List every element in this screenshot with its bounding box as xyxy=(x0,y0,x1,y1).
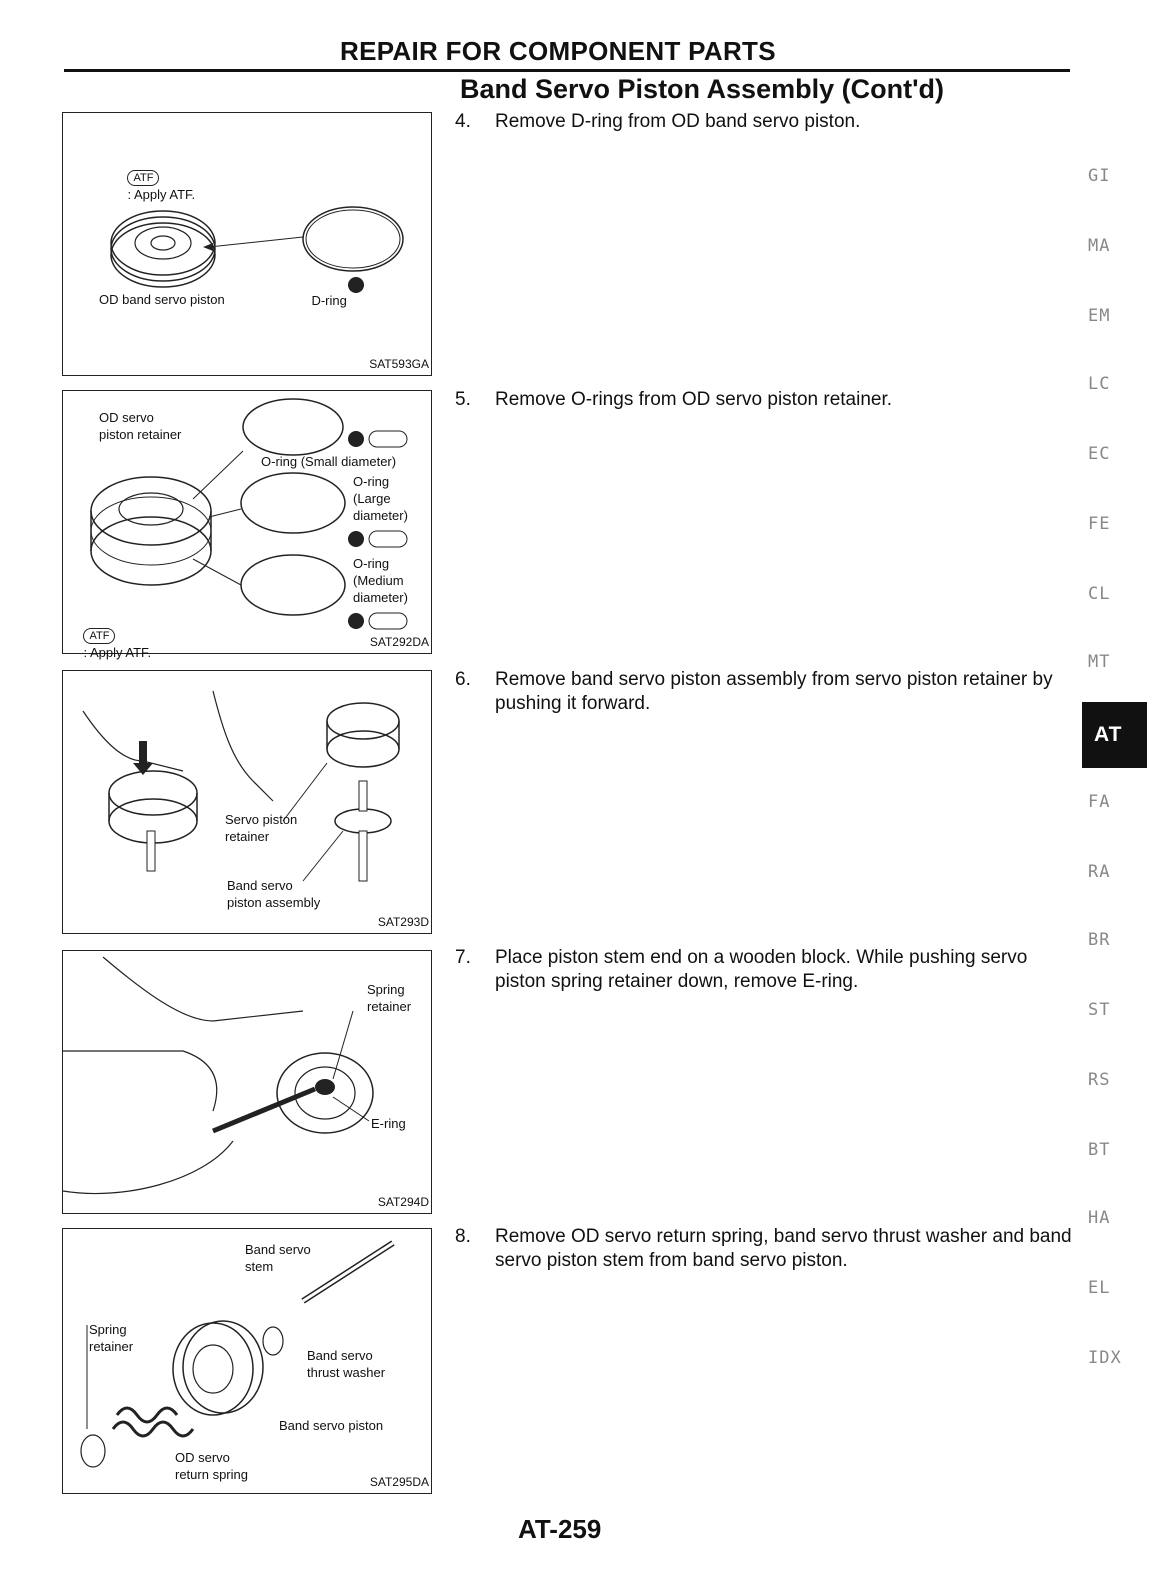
tab-lc[interactable]: LC xyxy=(1088,374,1111,394)
figure-o-rings xyxy=(62,390,432,660)
tab-ma[interactable]: MA xyxy=(1088,236,1111,256)
tab-em[interactable]: EM xyxy=(1088,306,1111,326)
step-text: Remove D-ring from OD band servo piston. xyxy=(495,111,861,132)
band-servo-piston-label: Band servo piston xyxy=(279,1418,384,1433)
figure-code: SAT292DA xyxy=(369,635,429,649)
atf-symbol: ATF xyxy=(127,170,159,186)
figure-d-ring xyxy=(62,112,432,376)
band-servo-stem-label: Band servo stem xyxy=(245,1242,311,1274)
figure-piston-removal xyxy=(62,670,432,934)
tab-fa[interactable]: FA xyxy=(1088,792,1111,812)
tab-ha[interactable]: HA xyxy=(1088,1208,1111,1228)
tab-ec[interactable]: EC xyxy=(1088,444,1111,464)
e-ring-label: E-ring xyxy=(371,1116,406,1131)
servo-piston-retainer-label: Servo piston retainer xyxy=(225,812,298,844)
o-ring-medium-label: O-ring (Medium diameter) xyxy=(353,556,408,605)
tab-idx[interactable]: IDX xyxy=(1088,1348,1122,1368)
thrust-washer-label: Band servo thrust washer xyxy=(307,1348,386,1380)
figure-code: SAT294D xyxy=(377,1195,429,1209)
tab-rs[interactable]: RS xyxy=(1088,1070,1111,1090)
tab-mt[interactable]: MT xyxy=(1088,652,1111,672)
tab-br[interactable]: BR xyxy=(1088,930,1111,950)
tab-bt[interactable]: BT xyxy=(1088,1140,1111,1160)
spring-retainer-label: Spring retainer xyxy=(89,1322,134,1354)
apply-atf-label: : Apply ATF. xyxy=(83,645,152,660)
od-servo-piston-retainer-label: OD servo piston retainer xyxy=(99,410,182,442)
step-text: Remove O-rings from OD servo piston retainer. xyxy=(495,389,893,410)
tab-el[interactable]: EL xyxy=(1088,1278,1111,1298)
o-ring-small-label: O-ring (Small diameter) xyxy=(261,454,397,469)
od-servo-return-spring-label: OD servo return spring xyxy=(175,1450,248,1482)
tab-at[interactable]: AT xyxy=(1082,702,1147,768)
step-number: 5. xyxy=(455,389,471,410)
step-number: 7. xyxy=(455,947,471,968)
section-title: Band Servo Piston Assembly (Cont'd) xyxy=(460,74,944,104)
tab-ra[interactable]: RA xyxy=(1088,862,1111,882)
step-number: 8. xyxy=(455,1226,471,1247)
step-text: Remove OD servo return spring, band servo thrust washer and band servo piston stem from band servo piston. xyxy=(495,1226,1072,1271)
od-band-servo-piston-label: OD band servo piston xyxy=(99,292,225,307)
step-text: Remove band servo piston assembly from servo piston retainer by pushing it forward. xyxy=(495,669,1053,714)
page-number: AT-259 xyxy=(518,1514,602,1544)
tab-cl[interactable]: CL xyxy=(1088,584,1111,604)
figure-code: SAT293D xyxy=(377,915,429,929)
o-ring-large-label: O-ring (Large diameter) xyxy=(353,474,408,523)
step-number: 6. xyxy=(455,669,471,690)
header-title: REPAIR FOR COMPONENT PARTS xyxy=(340,36,776,66)
figure-exploded-view xyxy=(62,1228,432,1494)
atf-symbol: ATF xyxy=(83,628,115,644)
apply-atf-label: : Apply ATF. xyxy=(127,187,196,202)
band-servo-piston-assembly-label: Band servo piston assembly xyxy=(227,878,321,910)
step-text: Place piston stem end on a wooden block. While pushing servo piston spring retainer down, remove E-ring. xyxy=(495,947,1028,992)
spring-retainer-label: Spring retainer xyxy=(367,982,412,1014)
step-number: 4. xyxy=(455,111,471,132)
tab-st[interactable]: ST xyxy=(1088,1000,1111,1020)
figure-code: SAT593GA xyxy=(369,357,429,371)
header-rule xyxy=(64,69,1070,72)
d-ring-label: D-ring xyxy=(311,293,347,308)
tab-gi[interactable]: GI xyxy=(1088,166,1111,186)
figure-code: SAT295DA xyxy=(369,1475,429,1489)
figure-e-ring xyxy=(62,950,432,1214)
tab-fe[interactable]: FE xyxy=(1088,514,1111,534)
